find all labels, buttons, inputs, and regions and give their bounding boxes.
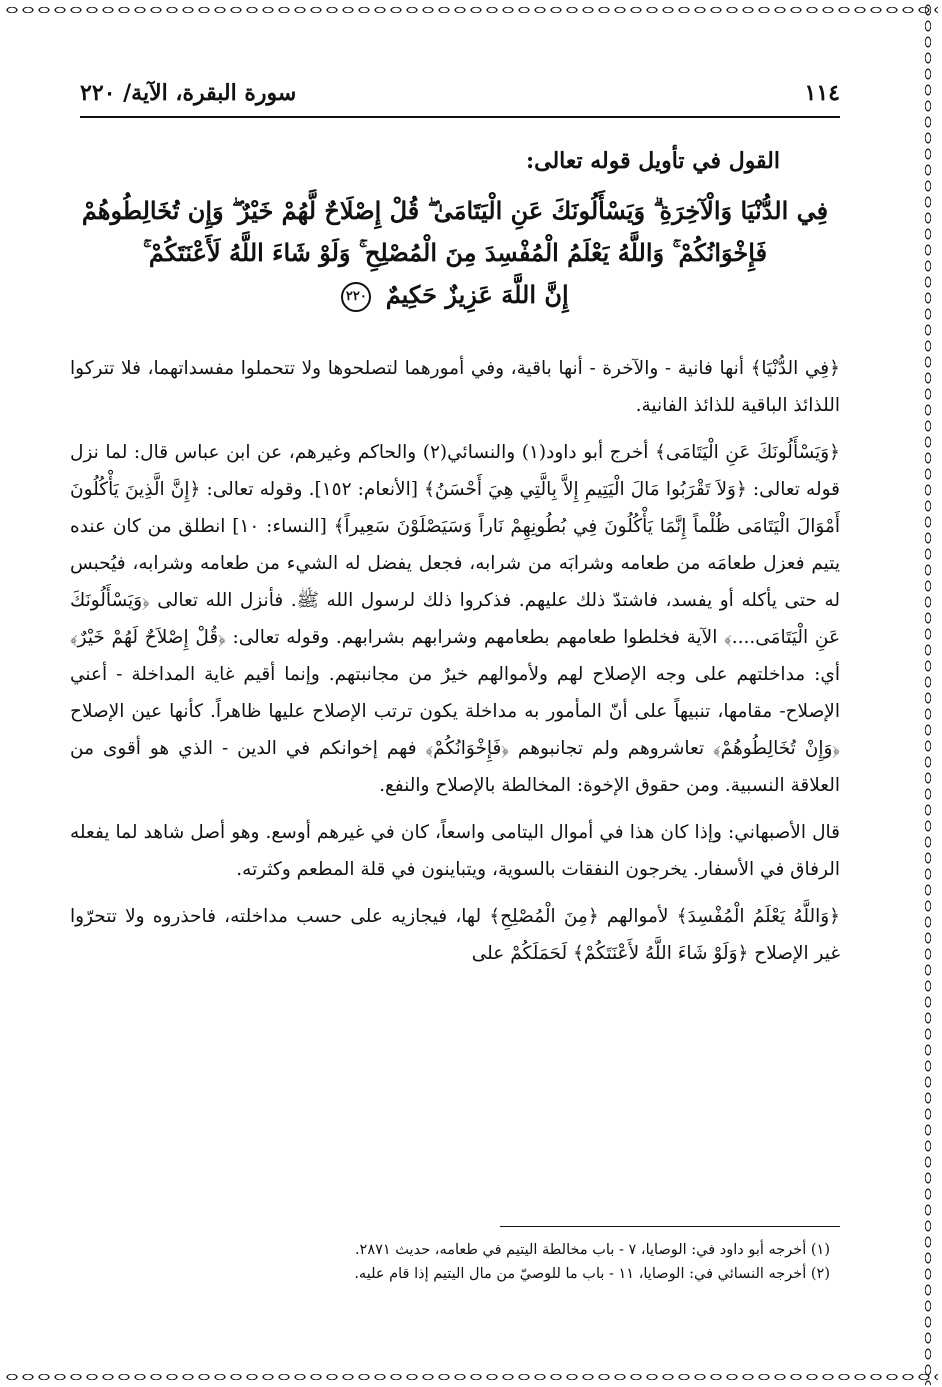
running-title: سورة البقرة، الآية/ ٢٢٠ <box>80 80 297 106</box>
footnote-rule <box>500 1226 840 1227</box>
decorative-frame-top <box>4 2 938 18</box>
paragraph: قال الأصبهاني: وإذا كان هذا في أموال اليتامى واسعاً، كان في غيرهم أوسع. وهو أصل شاهد لما يفعله الرفاق في الأسفار. يخرجون النفقات بالسوية، ويتباينون في قلة المطعم وكثرته. <box>70 822 840 880</box>
running-header <box>80 78 840 108</box>
verse-line-text: إِنَّ اللَّهَ عَزِيزٌ حَكِيمٌ <box>385 280 569 309</box>
book-page <box>70 40 840 1360</box>
header-rule <box>80 116 840 118</box>
verse-number-medallion: ٢٢٠ <box>341 282 371 312</box>
verse-line: فِي الدُّنْيَا وَالْآخِرَةِ ۗ وَيَسْأَلُونَكَ عَنِ الْيَتَامَىٰ ۖ قُلْ إِصْلَاحٌ لَّهُمْ خَيْرٌ ۖ وَإِن تُخَالِطُوهُمْ <box>81 196 829 225</box>
verse-line: فَإِخْوَانُكُمْ ۚ وَاللَّهُ يَعْلَمُ الْمُفْسِدَ مِنَ الْمُصْلِحِ ۚ وَلَوْ شَاءَ اللَّهُ لَأَعْنَتَكُمْ ۚ <box>142 238 768 267</box>
decorative-frame-bottom <box>4 1369 938 1385</box>
paragraph: ﴿فِي الدُّنْيَا﴾ أنها فانية - والآخرة - أنها باقية، وفي أمورهما لتصلحوها ولا تتحملوا مفسداتهما، فلا تتركوا اللذائذ الباقية للذائذ الفانية. <box>70 358 840 416</box>
paragraph: ﴿وَاللَّهُ يَعْلَمُ الْمُفْسِدَ﴾ لأموالهم ﴿مِنَ الْمُصْلِحِ﴾ لها، فيجازيه على حسب مداخلته، فاحذروه ولا تتحرّوا غير الإصلاح ﴿وَلَوْ شَاءَ اللَّهُ لأَعْنَتَكُمْ﴾ لَحَمَلَكُمْ على <box>70 906 840 964</box>
decorative-frame-right <box>920 2 936 1385</box>
commentary-body <box>70 350 840 982</box>
footnote: (١) أخرجه أبو داود في: الوصايا، ٧ - باب مخالطة اليتيم في طعامه، حديث ٢٨٧١. <box>354 1242 830 1258</box>
quran-verse-block <box>80 190 830 316</box>
verse-line <box>80 274 830 316</box>
paragraph: ﴿وَيَسْأَلُونَكَ عَنِ الْيَتَامَى﴾ أخرج أبو داود(١) والنسائي(٢) والحاكم وغيرهم، عن ابن عباس قال: لما نزل قوله تعالى: ﴿وَلاَ تَقْرَبُوا مَالَ الْيَتِيمِ إِلاَّ بِالَّتِي هِيَ أَحْسَنُ﴾ [الأنعام: ١٥٢]. وقوله تعالى: ﴿إِنَّ الَّذِينَ يَأْكُلُونَ أَمْوَالَ الْيَتَامَى ظُلْماً إِنَّمَا يَأْكُلُونَ فِي بُطُونِهِمْ نَاراً وَسَيَصْلَوْنَ سَعِيراً﴾ [النساء: ١٠] انطلق من كان عنده يتيم فعزل طعامَه من طعامه وشرابَه من شرابه، فجعل يفضل له الشيء من طعامه وشرابه، فيُحبس له حتى يأكله أو يفسد، فاشتدّ ذلك عليهم. فذكروا ذلك لرسول الله ﷺ. فأنزل الله تعالى ﴿وَيَسْأَلُونَكَ عَنِ الْيَتَامَى....﴾ الآية فخلطوا طعامهم بطعامهم وشرابهم بشرابهم. وقوله تعالى: ﴿قُلْ إِصْلاَحٌ لَهُمْ خَيْرٌ﴾ أي: مداخلتهم على وجه الإصلاح لهم ولأموالهم خيرٌ من مجانبتهم. وإنما أقيم غاية المداخلة - أعني الإصلاح- مقامها، تنبيهاً على أنّ المأمور به مداخلة يكون ترتب الإصلاح عليها ظاهراً. كأنها عين الإصلاح ﴿وَإِنْ تُخَالِطُوهُمْ﴾ تعاشروهم ولم تجانبوهم ﴿فَإِخْوَانُكُمْ﴾ فهم إخوانكم في الدين - الذي هو أقوى من العلاقة النسبية. ومن حقوق الإخوة: المخالطة بالإصلاح والنفع. <box>70 442 841 796</box>
section-heading: القول في تأويل قوله تعالى: <box>526 148 780 174</box>
page-number: ١١٤ <box>804 80 840 106</box>
footnote: (٢) أخرجه النسائي في: الوصايا، ١١ - باب ما للوصيّ من مال اليتيم إذا قام عليه. <box>354 1266 830 1282</box>
footnotes <box>150 1238 830 1286</box>
